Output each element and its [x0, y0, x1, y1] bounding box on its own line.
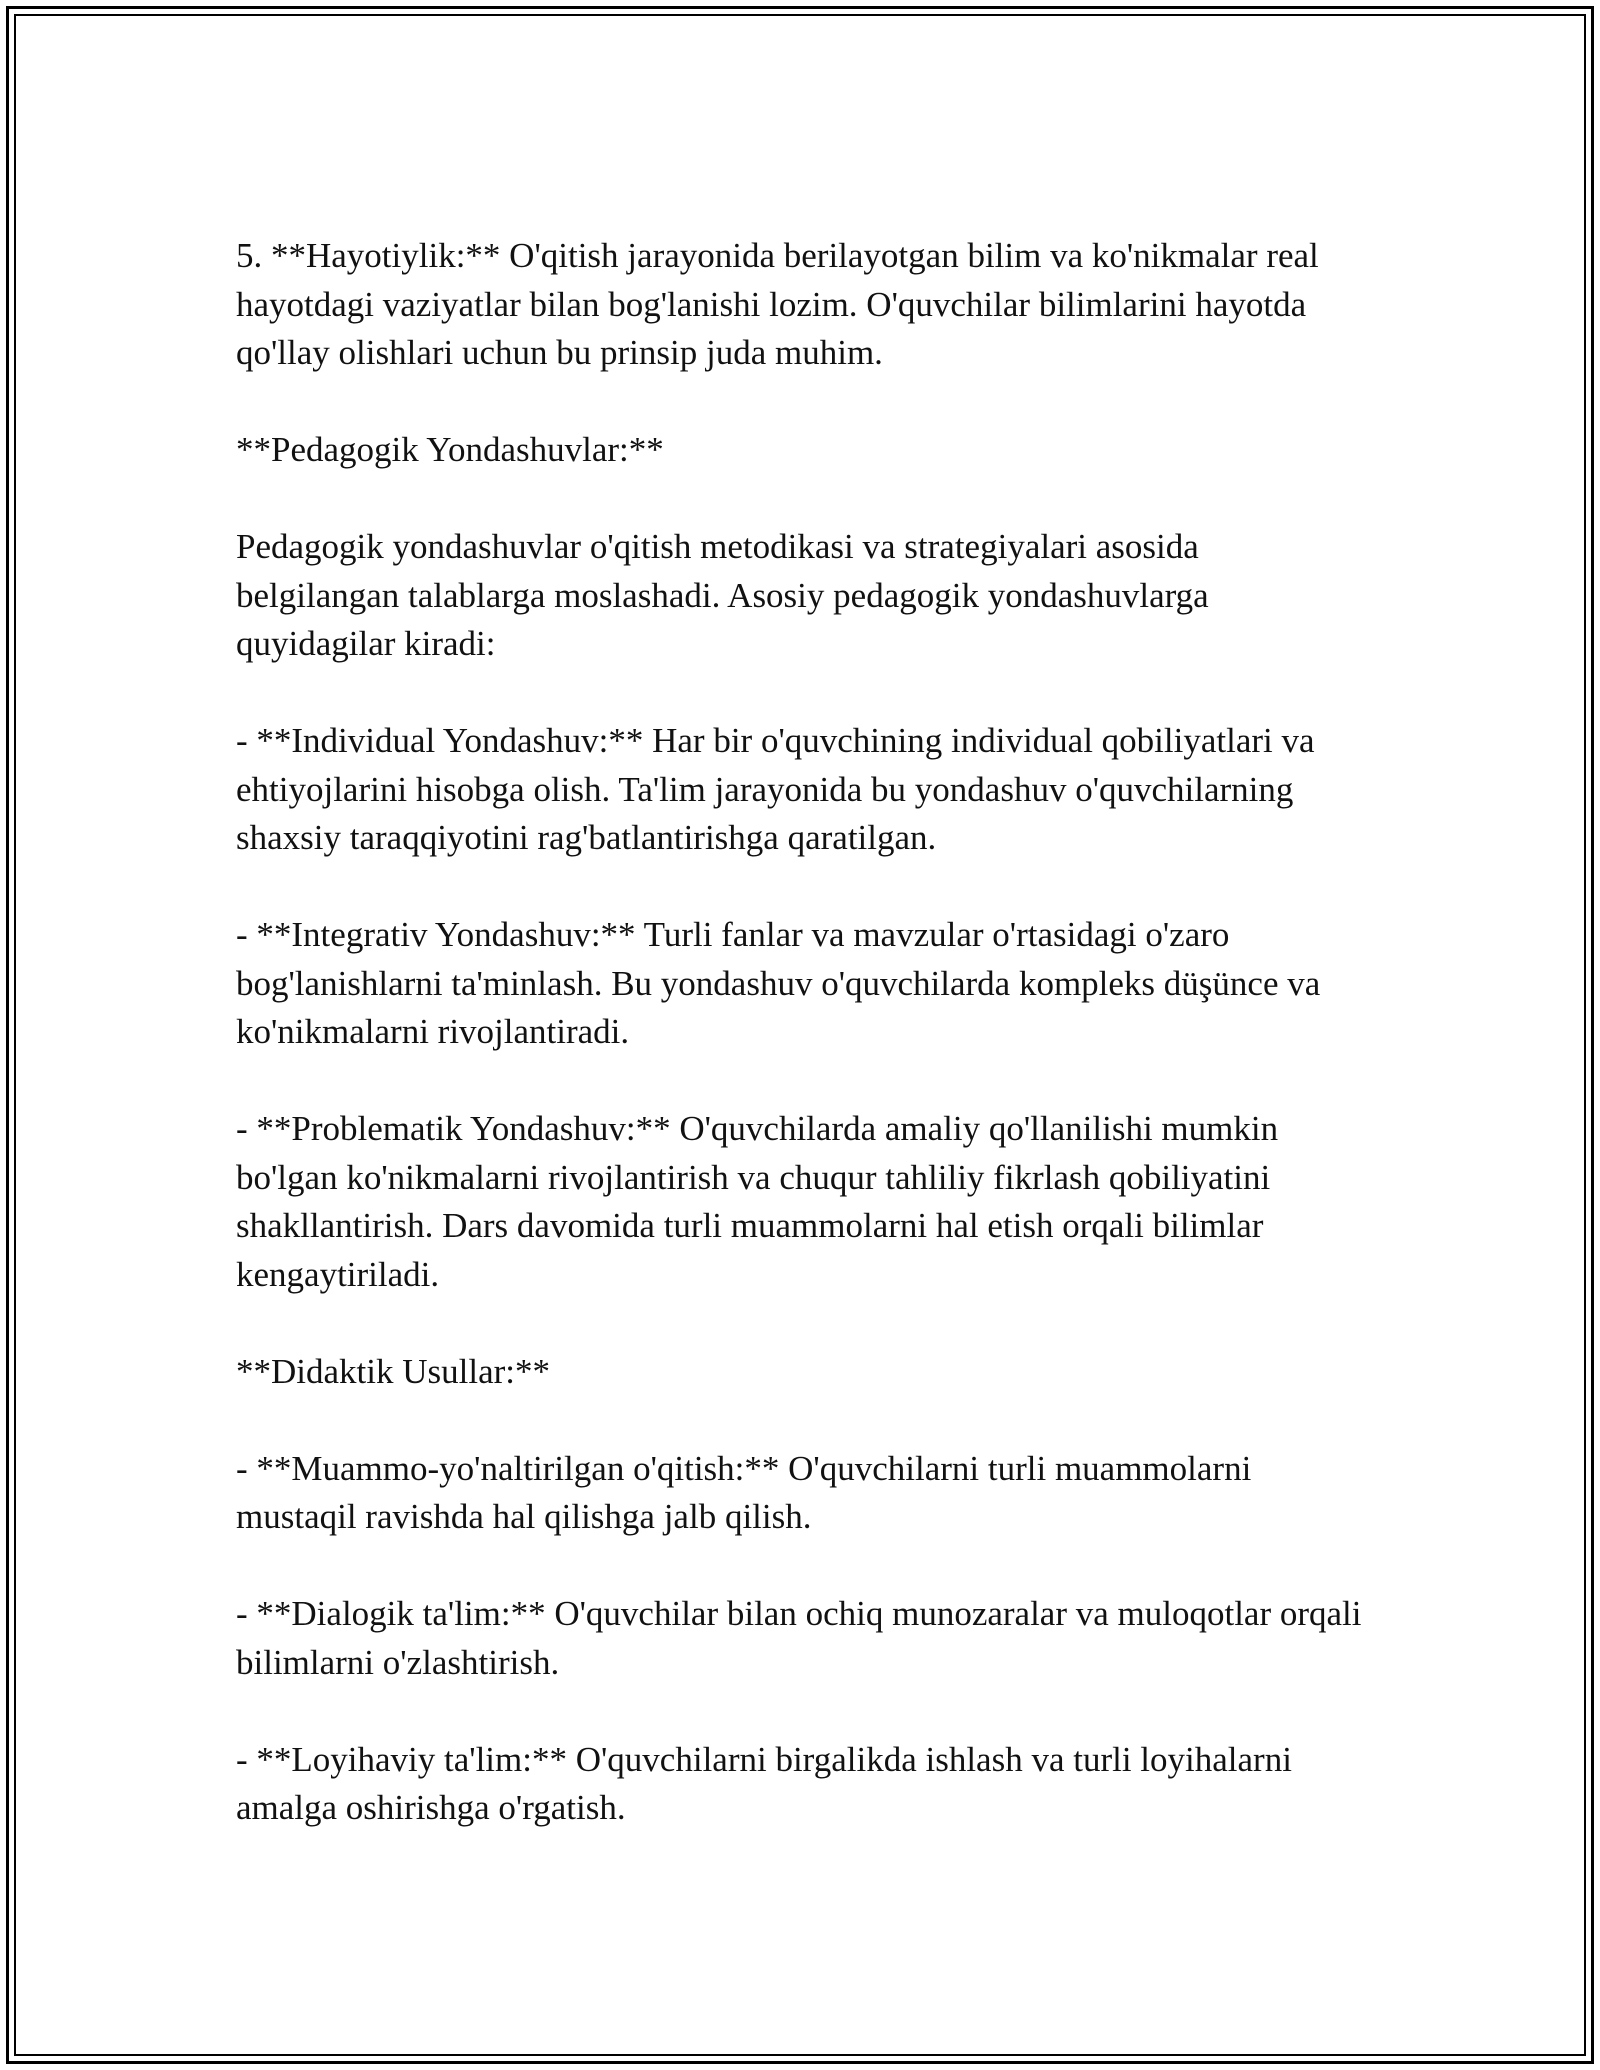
- heading-didaktik-usullar: **Didaktik Usullar:**: [236, 1351, 550, 1391]
- list-item-integrativ-yondashuv: - **Integrativ Yondashuv:** Turli fanlar va mavzular o'rtasidagi o'zaro bog'lanishlarni ta'minlash. Bu yondashuv o'quvchilarda kompleks düşünce va ko'nikmalarni rivojlantiradi.: [236, 915, 1321, 1051]
- list-item-dialogik-talim: - **Dialogik ta'lim:** O'quvchilar bilan ochiq munozaralar va muloqotlar orqali bilimlarni o'zlashtirish.: [236, 1594, 1362, 1682]
- list-item-loyihaviy-talim: - **Loyihaviy ta'lim:** O'quvchilarni birgalikda ishlash va turli loyihalarni amalga oshirishga o'rgatish.: [236, 1739, 1292, 1827]
- paragraph-pedagogik-intro: Pedagogik yondashuvlar o'qitish metodikasi va strategiyalari asosida belgilangan talablarga moslashadi. Asosiy pedagogik yondashuvlarga quyidagilar kiradi:: [236, 527, 1209, 663]
- list-item-muammo-yonaltirilgan: - **Muammo-yo'naltirilgan o'qitish:** O'quvchilarni turli muammolarni mustaqil ravishda hal qilishga jalb qilish.: [236, 1448, 1252, 1536]
- paragraph-hayotiylik: 5. **Hayotiylik:** O'qitish jarayonida berilayotgan bilim va ko'nikmalar real hayotdagi vaziyatlar bilan bog'lanishi lozim. O'quvchilar bilimlarini hayotda qo'llay olishlari uchun bu prinsip juda muhim.: [236, 236, 1319, 372]
- document-body: [236, 232, 1366, 1881]
- list-item-problematik-yondashuv: - **Problematik Yondashuv:** O'quvchilarda amaliy qo'llanilishi mumkin bo'lgan ko'nikmalarni rivojlantirish va chuqur tahliliy fikrlash qobiliyatini shakllantirish. Dars davomida turli muammolarni hal etish orqali bilimlar kengaytiriladi.: [236, 1109, 1279, 1294]
- heading-pedagogik-yondashuvlar: **Pedagogik Yondashuvlar:**: [236, 430, 664, 469]
- list-item-individual-yondashuv: - **Individual Yondashuv:** Har bir o'quvchining individual qobiliyatlari va ehtiyojlarini hisobga olish. Ta'lim jarayonida bu yondashuv o'quvchilarning shaxsiy taraqqiyotini rag'batlantirishga qaratilgan.: [236, 721, 1315, 857]
